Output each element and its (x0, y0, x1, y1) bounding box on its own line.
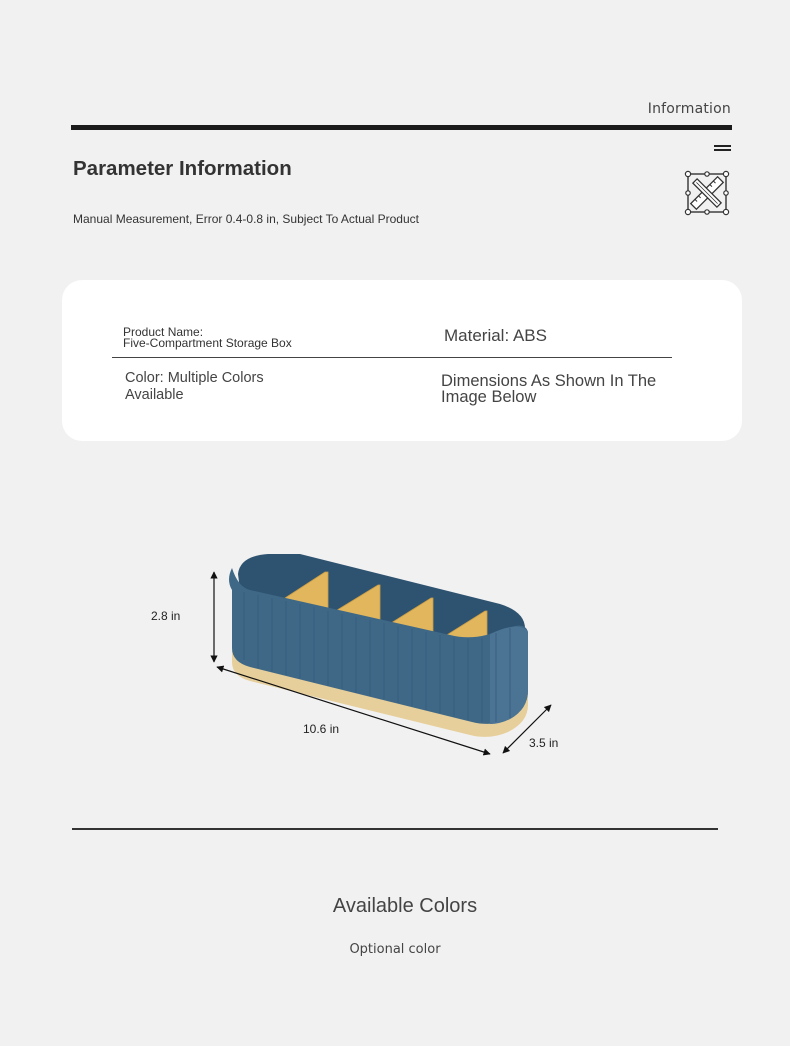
material-text: Material: ABS (444, 326, 547, 345)
section-tag: Information (647, 101, 731, 117)
page-subtitle: Manual Measurement, Error 0.4-0.8 in, Subject To Actual Product (73, 212, 419, 226)
colors-subtitle: Optional color (349, 942, 441, 957)
card-divider (112, 357, 672, 358)
colors-title: Available Colors (332, 895, 478, 917)
length-label: 10.6 in (303, 722, 340, 736)
dimensions-text: Dimensions As Shown In The Image Below (441, 372, 657, 406)
storage-box-illustration (140, 535, 580, 775)
menu-icon (714, 145, 731, 153)
page-title: Parameter Information (73, 157, 292, 180)
parameter-card (62, 280, 742, 441)
color-text: Color: Multiple Colors Available (125, 370, 264, 403)
product-name-label: Product Name: (123, 325, 204, 339)
product-name-value: Five-Compartment Storage Box (123, 336, 292, 350)
height-label: 2.8 in (151, 609, 181, 623)
bottom-divider (72, 828, 718, 830)
width-label: 3.5 in (529, 736, 559, 750)
top-divider (71, 125, 732, 130)
tools-icon (684, 170, 730, 216)
